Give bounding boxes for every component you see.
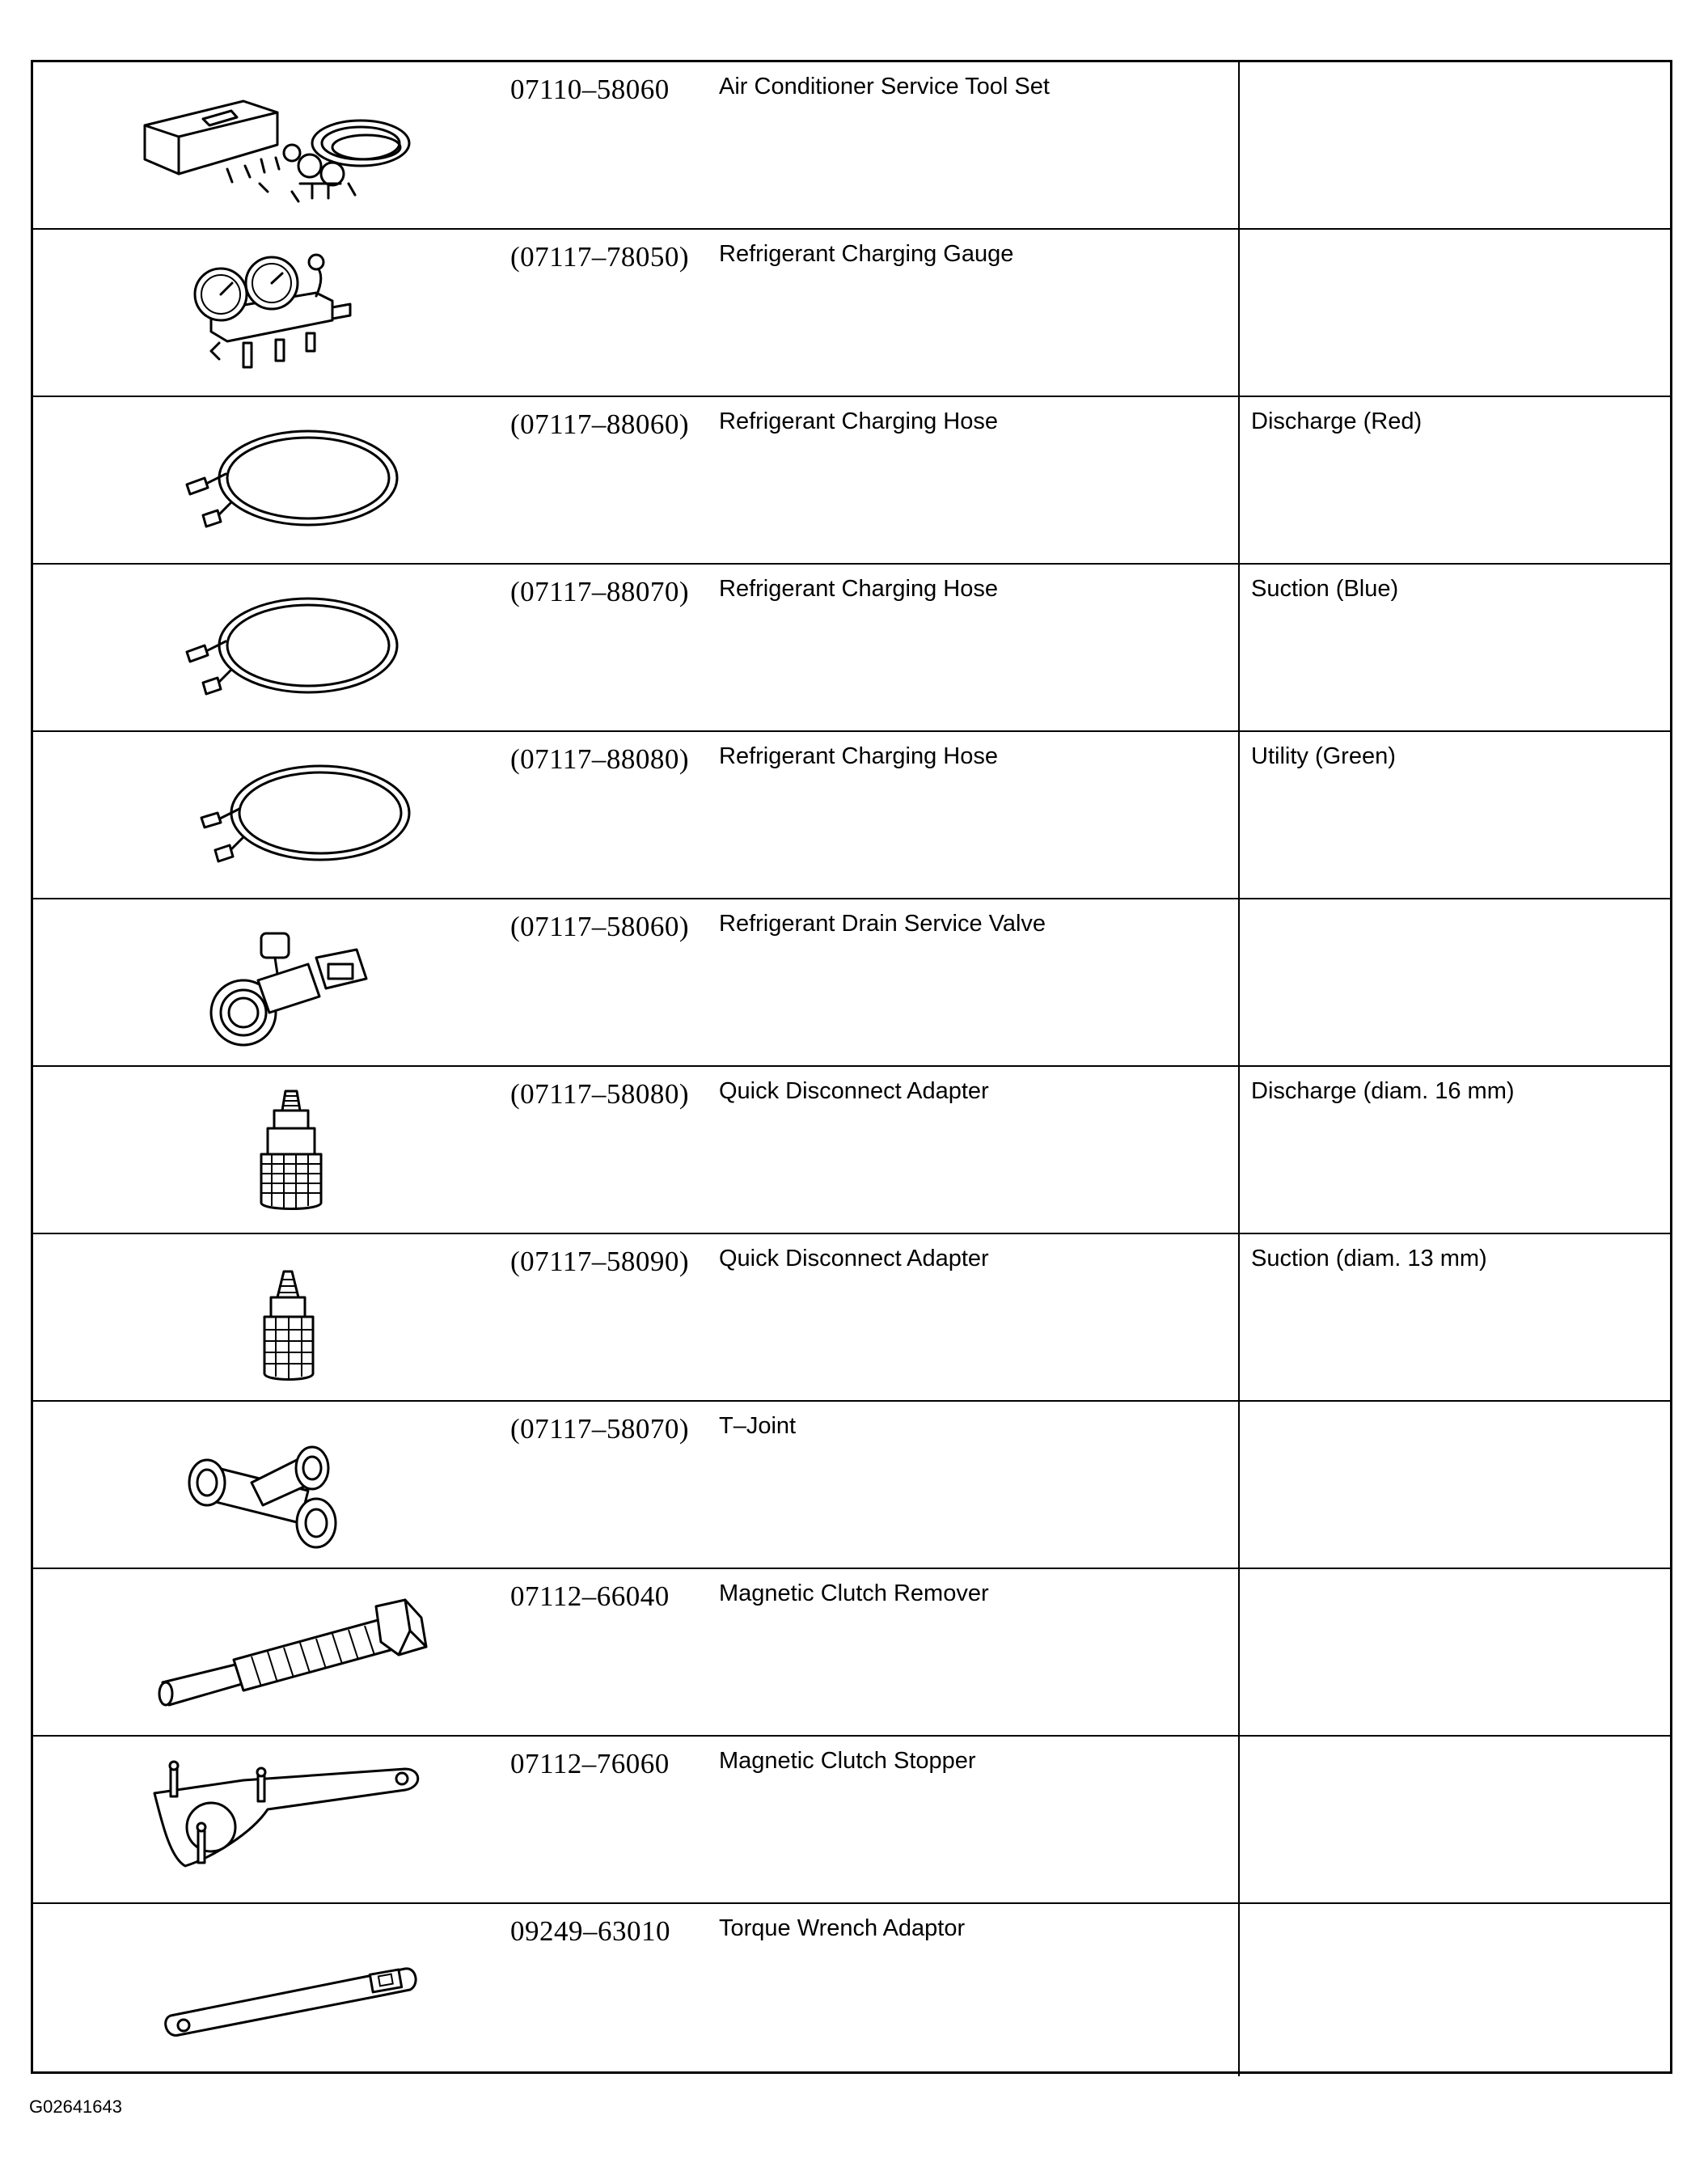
charging-hose-icon xyxy=(49,732,502,898)
tool-name: Magnetic Clutch Remover xyxy=(719,1580,989,1606)
part-number: (07117–88060) xyxy=(510,408,690,440)
special-service-tools-table xyxy=(31,60,1672,2074)
charging-gauge-icon xyxy=(49,230,502,396)
tool-row xyxy=(33,62,1670,230)
tool-note: Discharge (Red) xyxy=(1251,408,1423,434)
part-number: (07117–88070) xyxy=(510,576,690,607)
tool-row xyxy=(33,1067,1670,1234)
service-tool-set-icon xyxy=(49,62,502,228)
tool-name: Refrigerant Charging Hose xyxy=(719,576,998,602)
part-number: (07117–58060) xyxy=(510,911,690,942)
column-divider xyxy=(1238,732,1240,898)
clutch-remover-bolt-icon xyxy=(49,1569,502,1735)
tool-name: Air Conditioner Service Tool Set xyxy=(719,74,1050,99)
part-number: (07117–58070) xyxy=(510,1413,690,1445)
part-number: 07112–76060 xyxy=(510,1748,670,1779)
column-divider xyxy=(1238,62,1240,228)
tool-name: Torque Wrench Adaptor xyxy=(719,1915,966,1941)
tool-name: Refrigerant Charging Hose xyxy=(719,743,998,769)
part-number: (07117–58080) xyxy=(510,1078,690,1110)
tool-row xyxy=(33,1569,1670,1737)
tool-note: Suction (diam. 13 mm) xyxy=(1251,1246,1487,1271)
part-number: 07112–66040 xyxy=(510,1580,670,1612)
tool-name: Magnetic Clutch Stopper xyxy=(719,1748,976,1774)
tool-row xyxy=(33,1234,1670,1402)
tool-name: Refrigerant Charging Gauge xyxy=(719,241,1014,267)
quick-disconnect-adapter-icon xyxy=(49,1234,502,1400)
tool-row xyxy=(33,899,1670,1067)
part-number: (07117–58090) xyxy=(510,1246,690,1277)
tool-row xyxy=(33,230,1670,397)
column-divider xyxy=(1238,1737,1240,1902)
column-divider xyxy=(1238,1067,1240,1233)
charging-hose-icon xyxy=(49,565,502,730)
column-divider xyxy=(1238,230,1240,396)
tool-name: Quick Disconnect Adapter xyxy=(719,1078,989,1104)
tool-row xyxy=(33,1737,1670,1904)
column-divider xyxy=(1238,565,1240,730)
t-joint-icon xyxy=(49,1402,502,1568)
figure-code: G02641643 xyxy=(29,2096,122,2117)
column-divider xyxy=(1238,899,1240,1065)
charging-hose-icon xyxy=(49,397,502,563)
tool-row xyxy=(33,732,1670,899)
tool-name: Quick Disconnect Adapter xyxy=(719,1246,989,1271)
part-number: (07117–78050) xyxy=(510,241,690,273)
quick-disconnect-adapter-icon xyxy=(49,1067,502,1233)
clutch-stopper-icon xyxy=(49,1737,502,1902)
column-divider xyxy=(1238,397,1240,563)
tool-note: Utility (Green) xyxy=(1251,743,1396,769)
tool-row xyxy=(33,397,1670,565)
tool-row xyxy=(33,1402,1670,1569)
column-divider xyxy=(1238,1402,1240,1568)
tool-row xyxy=(33,565,1670,732)
tool-note: Suction (Blue) xyxy=(1251,576,1399,602)
tool-row xyxy=(33,1904,1670,2076)
part-number: 07110–58060 xyxy=(510,74,670,105)
column-divider xyxy=(1238,1234,1240,1400)
part-number: 09249–63010 xyxy=(510,1915,670,1947)
column-divider xyxy=(1238,1904,1240,2076)
torque-wrench-adaptor-icon xyxy=(49,1904,502,2076)
column-divider xyxy=(1238,1569,1240,1735)
tool-note: Discharge (diam. 16 mm) xyxy=(1251,1078,1515,1104)
tool-name: T–Joint xyxy=(719,1413,797,1439)
tool-name: Refrigerant Drain Service Valve xyxy=(719,911,1046,937)
drain-service-valve-icon xyxy=(49,899,502,1065)
tool-name: Refrigerant Charging Hose xyxy=(719,408,998,434)
part-number: (07117–88080) xyxy=(510,743,690,775)
